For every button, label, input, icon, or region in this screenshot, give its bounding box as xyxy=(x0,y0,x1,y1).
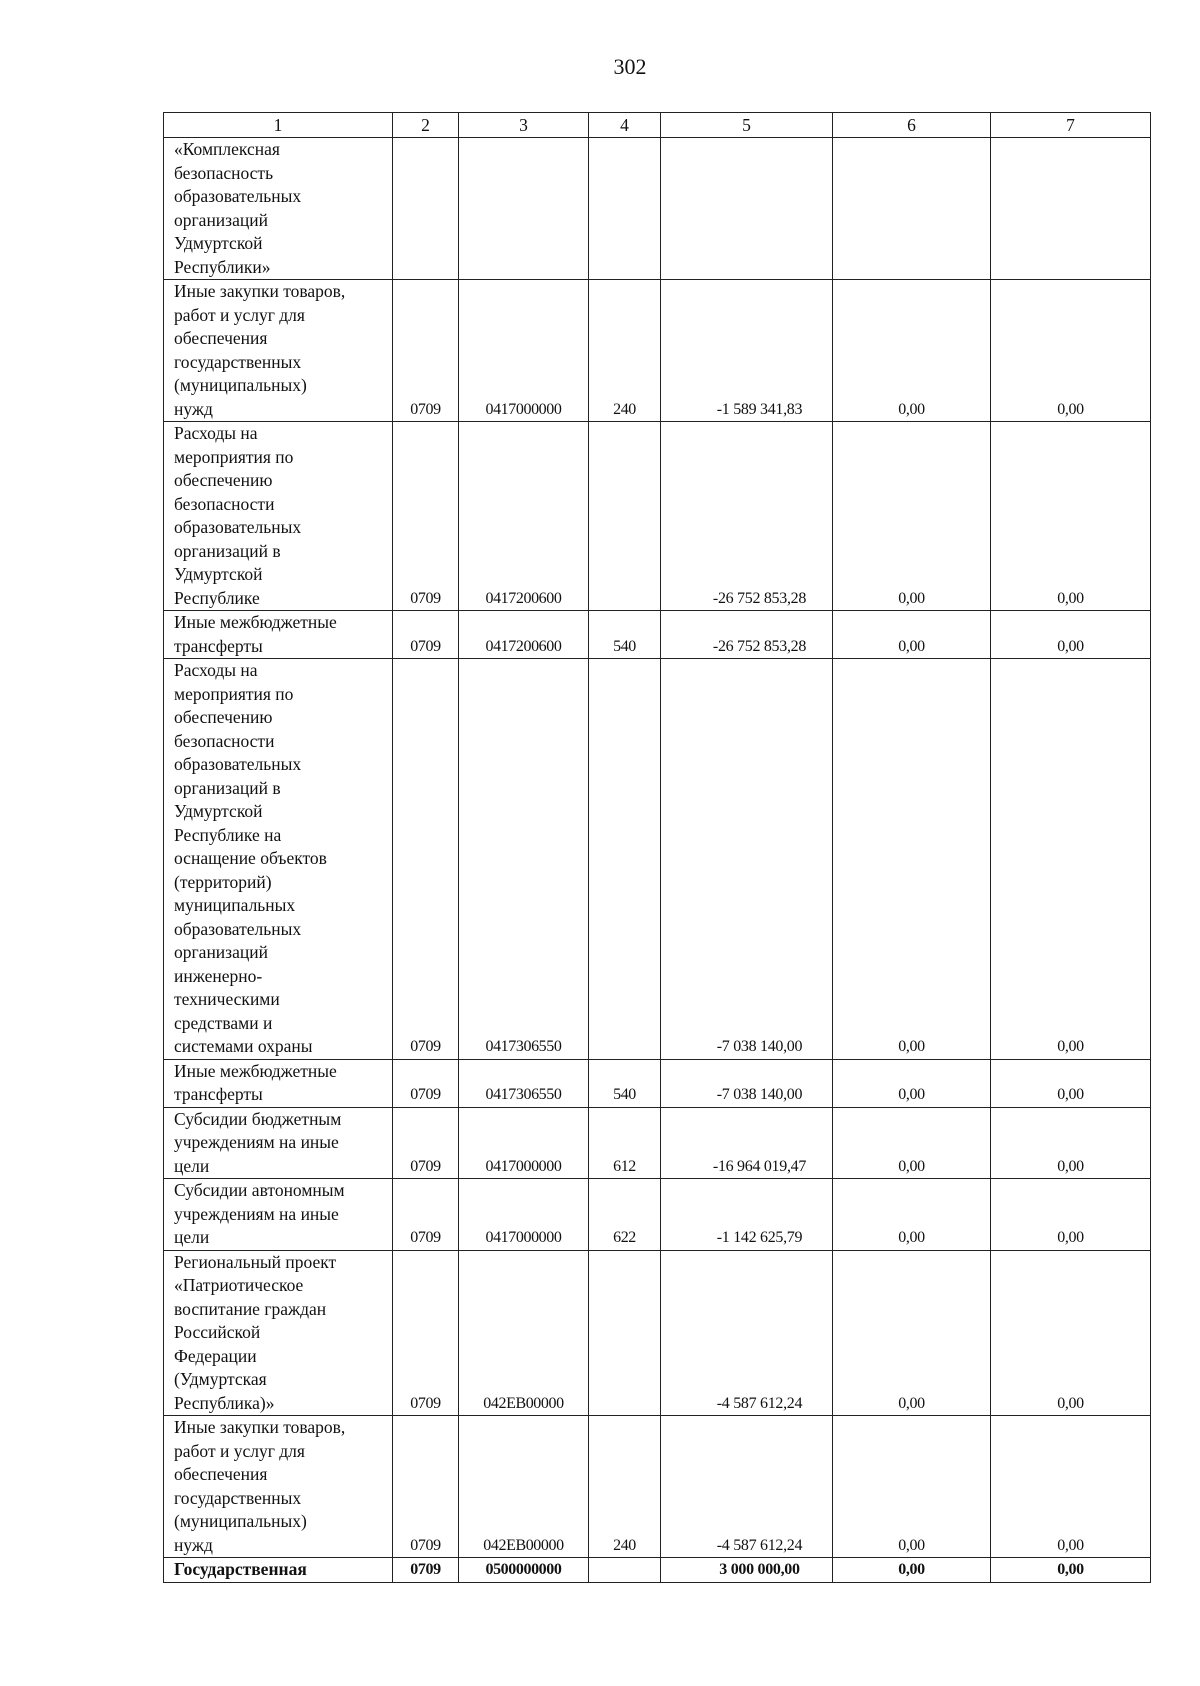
expense-type-code xyxy=(589,659,661,1060)
amount-col6 xyxy=(833,138,991,280)
amount-col5: -7 038 140,00 xyxy=(661,1059,833,1107)
target-article-code: 042EB00000 xyxy=(459,1250,589,1416)
table-row xyxy=(164,659,1151,1060)
section-code: 0709 xyxy=(393,611,459,659)
amount-col7 xyxy=(991,138,1151,280)
column-header: 7 xyxy=(991,113,1151,138)
column-header: 6 xyxy=(833,113,991,138)
target-article-code: 042EB00000 xyxy=(459,1416,589,1558)
table-header-row xyxy=(164,113,1151,138)
section-code: 0709 xyxy=(393,659,459,1060)
table-row xyxy=(164,1059,1151,1107)
target-article-code xyxy=(459,138,589,280)
expense-type-code xyxy=(589,422,661,611)
expense-type-code xyxy=(589,138,661,280)
amount-col6: 0,00 xyxy=(833,1179,991,1251)
amount-col6: 0,00 xyxy=(833,611,991,659)
expense-type-code: 540 xyxy=(589,611,661,659)
amount-col5: -7 038 140,00 xyxy=(661,659,833,1060)
amount-col7: 0,00 xyxy=(991,280,1151,422)
amount-col7: 0,00 xyxy=(991,659,1151,1060)
row-name: Иные межбюджетные трансферты xyxy=(164,1059,393,1107)
column-header: 4 xyxy=(589,113,661,138)
expense-type-code: 612 xyxy=(589,1107,661,1179)
amount-col5: 3 000 000,00 xyxy=(661,1558,833,1583)
row-name: «Комплексная безопасность образовательных организаций Удмуртской Республики» xyxy=(164,138,393,280)
amount-col7: 0,00 xyxy=(991,1250,1151,1416)
amount-col7: 0,00 xyxy=(991,1416,1151,1558)
expense-type-code: 622 xyxy=(589,1179,661,1251)
amount-col7: 0,00 xyxy=(991,1179,1151,1251)
amount-col6: 0,00 xyxy=(833,1107,991,1179)
target-article-code: 0417000000 xyxy=(459,1107,589,1179)
table-row xyxy=(164,1416,1151,1558)
row-name: Расходы на мероприятия по обеспечению безопасности образовательных организаций в Удмуртской Республике на оснащение объектов (территорий) муниципальных образовательных организаций инженерно- техническими средствами и системами охраны xyxy=(164,659,393,1060)
expense-type-code xyxy=(589,1250,661,1416)
amount-col6: 0,00 xyxy=(833,280,991,422)
amount-col7: 0,00 xyxy=(991,1558,1151,1583)
section-code xyxy=(393,138,459,280)
target-article-code: 0417000000 xyxy=(459,1179,589,1251)
amount-col5: -26 752 853,28 xyxy=(661,422,833,611)
row-name: Расходы на мероприятия по обеспечению безопасности образовательных организаций в Удмуртской Республике xyxy=(164,422,393,611)
section-code: 0709 xyxy=(393,1107,459,1179)
amount-col6: 0,00 xyxy=(833,1250,991,1416)
table-row xyxy=(164,611,1151,659)
target-article-code: 0417200600 xyxy=(459,422,589,611)
table-row xyxy=(164,280,1151,422)
amount-col7: 0,00 xyxy=(991,1059,1151,1107)
table-row xyxy=(164,1250,1151,1416)
amount-col6: 0,00 xyxy=(833,1558,991,1583)
amount-col5: -4 587 612,24 xyxy=(661,1416,833,1558)
column-header: 5 xyxy=(661,113,833,138)
amount-col7: 0,00 xyxy=(991,422,1151,611)
expense-type-code: 240 xyxy=(589,1416,661,1558)
table-row xyxy=(164,1558,1151,1583)
table-row xyxy=(164,422,1151,611)
amount-col5: -16 964 019,47 xyxy=(661,1107,833,1179)
column-header: 1 xyxy=(164,113,393,138)
row-name: Субсидии бюджетным учреждениям на иные цели xyxy=(164,1107,393,1179)
section-code: 0709 xyxy=(393,1416,459,1558)
amount-col5: -1 142 625,79 xyxy=(661,1179,833,1251)
section-code: 0709 xyxy=(393,1059,459,1107)
target-article-code: 0500000000 xyxy=(459,1558,589,1583)
table-row xyxy=(164,138,1151,280)
expense-type-code xyxy=(589,1558,661,1583)
target-article-code: 0417306550 xyxy=(459,659,589,1060)
table-row xyxy=(164,1107,1151,1179)
expense-type-code: 240 xyxy=(589,280,661,422)
amount-col5: -26 752 853,28 xyxy=(661,611,833,659)
row-name: Иные межбюджетные трансферты xyxy=(164,611,393,659)
amount-col5 xyxy=(661,138,833,280)
amount-col6: 0,00 xyxy=(833,1059,991,1107)
amount-col5: -4 587 612,24 xyxy=(661,1250,833,1416)
column-header: 2 xyxy=(393,113,459,138)
page-number: 302 xyxy=(613,54,647,79)
column-header: 3 xyxy=(459,113,589,138)
row-name: Иные закупки товаров, работ и услуг для обеспечения государственных (муниципальных) нужд xyxy=(164,1416,393,1558)
row-name: Региональный проект «Патриотическое воспитание граждан Российской Федерации (Удмуртская Республика)» xyxy=(164,1250,393,1416)
amount-col6: 0,00 xyxy=(833,659,991,1060)
row-name: Субсидии автономным учреждениям на иные цели xyxy=(164,1179,393,1251)
row-name: Иные закупки товаров, работ и услуг для обеспечения государственных (муниципальных) нужд xyxy=(164,280,393,422)
amount-col7: 0,00 xyxy=(991,1107,1151,1179)
amount-col6: 0,00 xyxy=(833,1416,991,1558)
table-row xyxy=(164,1179,1151,1251)
section-code: 0709 xyxy=(393,1179,459,1251)
row-name: Государственная xyxy=(164,1558,393,1583)
target-article-code: 0417200600 xyxy=(459,611,589,659)
amount-col6: 0,00 xyxy=(833,422,991,611)
amount-col7: 0,00 xyxy=(991,611,1151,659)
section-code: 0709 xyxy=(393,1558,459,1583)
target-article-code: 0417306550 xyxy=(459,1059,589,1107)
section-code: 0709 xyxy=(393,422,459,611)
budget-table xyxy=(163,112,1151,1583)
amount-col5: -1 589 341,83 xyxy=(661,280,833,422)
expense-type-code: 540 xyxy=(589,1059,661,1107)
section-code: 0709 xyxy=(393,280,459,422)
target-article-code: 0417000000 xyxy=(459,280,589,422)
section-code: 0709 xyxy=(393,1250,459,1416)
